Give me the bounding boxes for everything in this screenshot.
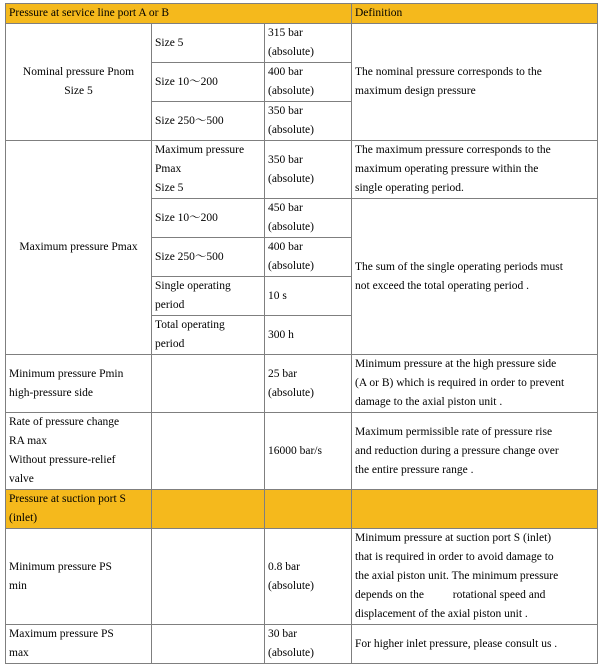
maximum-value: 350 bar (absolute)	[265, 141, 352, 199]
header-title: Pressure at service line port A or B	[6, 4, 352, 24]
nominal-definition: The nominal pressure corresponds to the maximum design pressure	[352, 24, 598, 141]
minimum-pressure-value: 25 bar (absolute)	[265, 355, 352, 413]
total-operating-period-value: 300 h	[265, 316, 352, 355]
single-operating-period-label: Single operating period	[152, 277, 265, 316]
nominal-pressure-label: Nominal pressure Pnom Size 5	[6, 24, 152, 141]
nominal-size: Size 5	[152, 24, 265, 63]
empty-cell	[152, 529, 265, 625]
maximum-value: 450 bar (absolute)	[265, 199, 352, 238]
rate-of-pressure-change-value: 16000 bar/s	[265, 413, 352, 490]
maximum-size: Maximum pressure Pmax Size 5	[152, 141, 265, 199]
operating-period-definition: The sum of the single operating periods must not exceed the total operating period .	[352, 199, 598, 355]
minimum-ps-value: 0.8 bar (absolute)	[265, 529, 352, 625]
maximum-ps-row	[6, 625, 598, 664]
maximum-row-size5	[6, 141, 598, 199]
minimum-pressure-definition: Minimum pressure at the high pressure side (A or B) which is required in order to prevent damage to the axial piston unit .	[352, 355, 598, 413]
suction-header-title: Pressure at suction port S (inlet)	[6, 490, 152, 529]
empty-cell	[152, 355, 265, 413]
single-operating-period-value: 10 s	[265, 277, 352, 316]
minimum-ps-row	[6, 529, 598, 625]
pressure-spec-table	[5, 3, 598, 664]
maximum-definition: The maximum pressure corresponds to the maximum operating pressure within the single operating period.	[352, 141, 598, 199]
empty-cell	[152, 490, 265, 529]
empty-cell	[352, 490, 598, 529]
maximum-size: Size 250～500	[152, 238, 265, 277]
total-operating-period-label: Total operating period	[152, 316, 265, 355]
nominal-size: Size 10～200	[152, 63, 265, 102]
header-definition: Definition	[352, 4, 598, 24]
nominal-size: Size 250～500	[152, 102, 265, 141]
empty-cell	[152, 625, 265, 664]
nominal-value: 350 bar (absolute)	[265, 102, 352, 141]
rate-of-pressure-change-definition: Maximum permissible rate of pressure rise and reduction during a pressure change over the entire pressure range .	[352, 413, 598, 490]
nominal-value: 315 bar (absolute)	[265, 24, 352, 63]
empty-cell	[265, 490, 352, 529]
rate-of-pressure-change-label: Rate of pressure change RA max Without pressure-relief valve	[6, 413, 152, 490]
minimum-ps-label: Minimum pressure PS min	[6, 529, 152, 625]
maximum-pressure-label: Maximum pressure Pmax	[6, 141, 152, 355]
header-row	[6, 4, 598, 24]
maximum-value: 400 bar (absolute)	[265, 238, 352, 277]
suction-header-row	[6, 490, 598, 529]
nominal-row-size5	[6, 24, 598, 63]
maximum-ps-value: 30 bar (absolute)	[265, 625, 352, 664]
maximum-size: Size 10～200	[152, 199, 265, 238]
minimum-pressure-row	[6, 355, 598, 413]
rate-of-pressure-change-row	[6, 413, 598, 490]
minimum-ps-definition: Minimum pressure at suction port S (inlet) that is required in order to avoid damage to the axial piston unit. The minimum pressure depends on the rotational speed and displacement of the axial piston unit .	[352, 529, 598, 625]
maximum-ps-definition: For higher inlet pressure, please consult us .	[352, 625, 598, 664]
minimum-pressure-label: Minimum pressure Pmin high-pressure side	[6, 355, 152, 413]
nominal-value: 400 bar (absolute)	[265, 63, 352, 102]
empty-cell	[152, 413, 265, 490]
maximum-ps-label: Maximum pressure PS max	[6, 625, 152, 664]
